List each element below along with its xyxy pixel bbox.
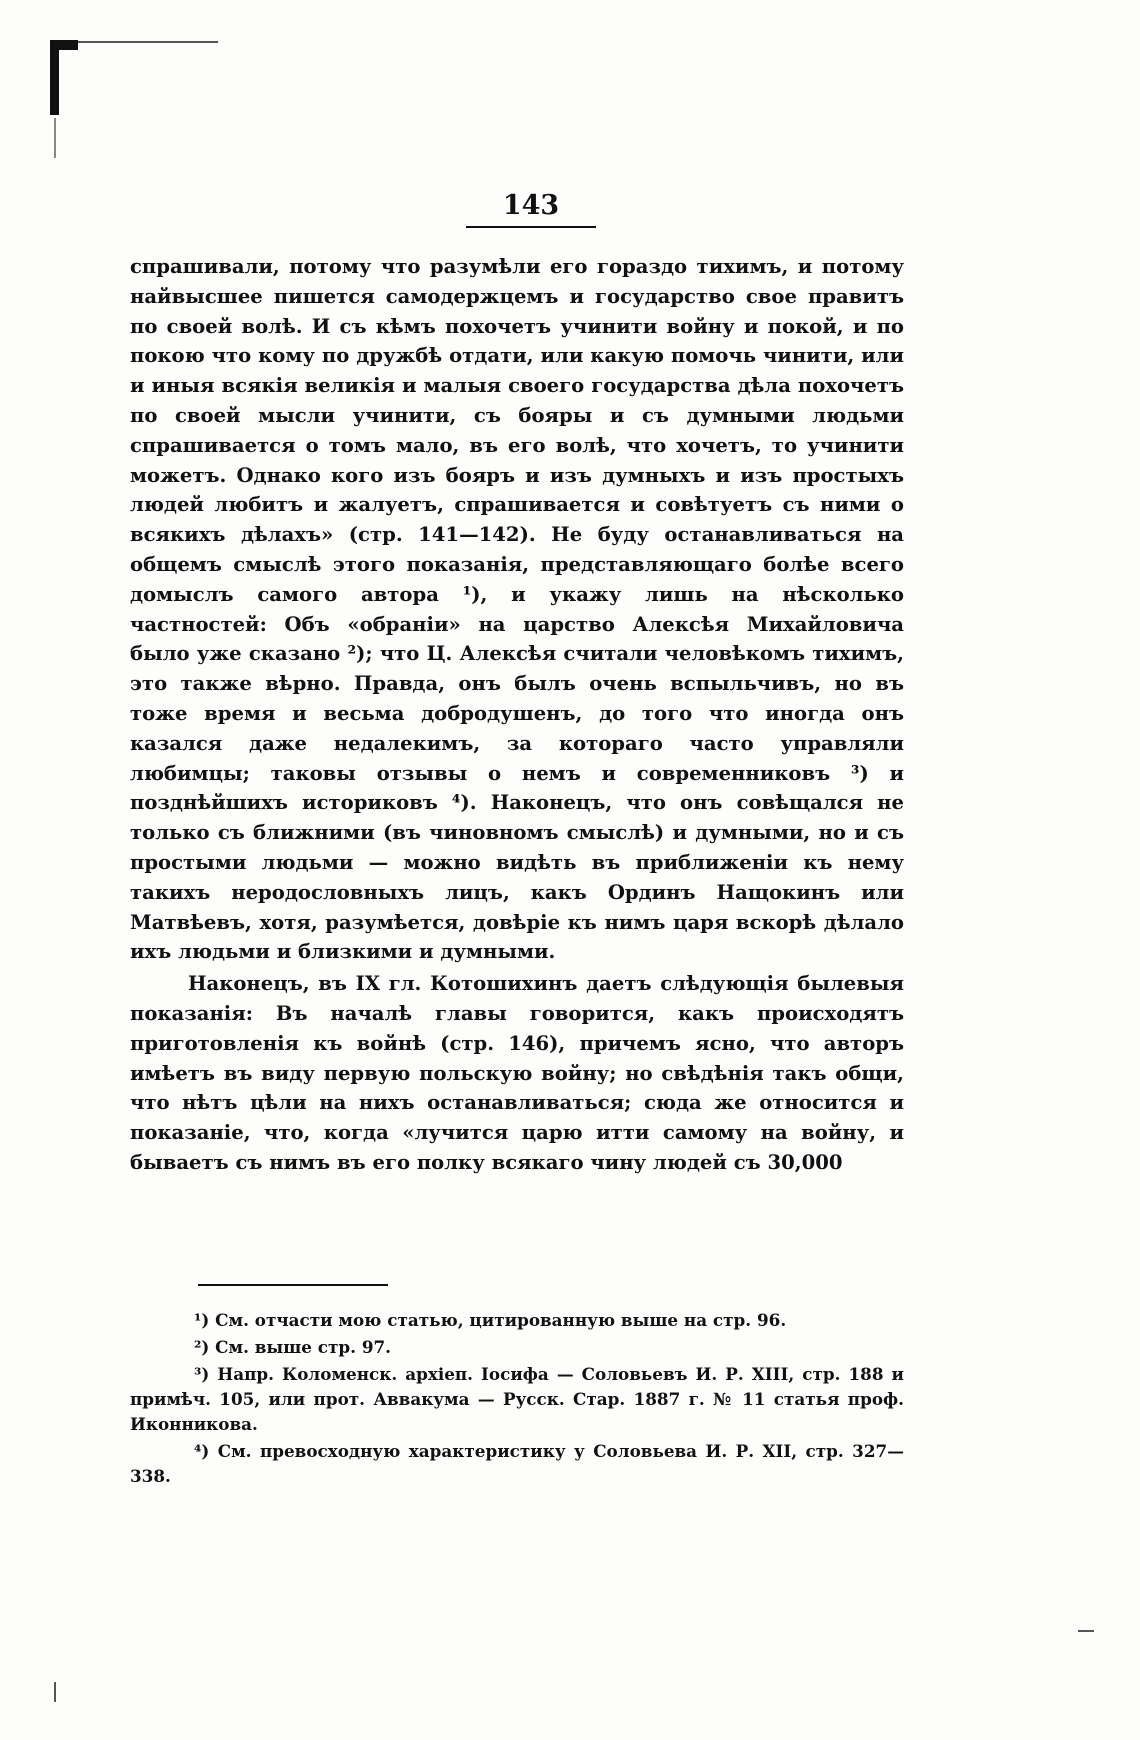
scan-corner-mark [50, 40, 59, 115]
scan-edge-mark [78, 41, 218, 43]
scan-edge-mark [54, 118, 56, 158]
footnote: ³) Напр. Коломенск. архіеп. Іосифа — Соловьевъ И. Р. XIII, стр. 188 и примѣч. 105, или прот. Аввакума — Русск. Стар. 1887 г. № 11 статья проф. Иконникова. [130, 1364, 904, 1434]
paragraph: Наконецъ, въ IX гл. Котошихинъ даетъ слѣдующія былевыя показанія: Въ началѣ главы говорится, какъ происходятъ приготовленія къ войнѣ (стр. 146), причемъ ясно, что авторъ имѣетъ въ виду первую польскую войну; но свѣдѣнія такъ общи, что нѣтъ цѣли на нихъ останавливаться; сюда же относится и показаніе, что, когда «лучится царю итти самому на войну, и бываетъ съ нимъ въ его полку всякаго чину людей съ 30,000 [130, 972, 904, 1174]
footnote: ⁴) См. превосходную характеристику у Соловьева И. Р. XII, стр. 327—338. [130, 1441, 904, 1486]
paragraph: спрашивали, потому что разумѣли его гораздо тихимъ, и потому найвысшее пишется самодержцемъ и государство свое правитъ по своей волѣ. И съ кѣмъ похочетъ учинити войну и покой, и по покою что кому по дружбѣ отдати, или какую помочь чинити, или и иныя всякія великія и малыя своего государства дѣла похочетъ по своей мысли учинити, съ бояры и съ думными людьми спрашивается о томъ мало, въ его волѣ, что хочетъ, то учинити можетъ. Однако кого изъ бояръ и изъ думныхъ и изъ простыхъ людей любитъ и жалуетъ, спрашивается и совѣтуетъ съ ними о всякихъ дѣлахъ» (стр. 141—142). Не буду останавливаться на общемъ смыслѣ этого показанія, представляющаго болѣе всего домыслъ самого автора ¹), и укажу лишь на нѣсколько частностей: Объ «обраніи» на царство Алексѣя Михайловича было уже сказано ²); что Ц. Алексѣя считали человѣкомъ тихимъ, это также вѣрно. Правда, онъ былъ очень вспыльчивъ, но въ тоже время и весьма добродушенъ, до того что иногда онъ казался даже недалекимъ, за котораго часто управляли любимцы; таковы отзывы о немъ и современниковъ ³) и позднѣйшихъ историковъ ⁴). Наконецъ, что онъ совѣщался не только съ ближними (въ чиновномъ смыслѣ) и думными, но и съ простыми людьми — можно видѣть въ приближеніи къ нему такихъ неродословныхъ лицъ, какъ Ординъ Нащокинъ или Матвѣевъ, хотя, разумѣется, довѣріе къ нимъ царя вскорѣ дѣлало ихъ людьми и близкими и думными. [130, 255, 904, 964]
footnote-divider [198, 1284, 388, 1286]
scan-edge-mark [1078, 1630, 1094, 1632]
footnote: ¹) См. отчасти мою статью, цитированную выше на стр. 96. [194, 1310, 787, 1330]
page-number: 143 [502, 190, 560, 221]
scan-edge-mark [54, 1682, 56, 1702]
footnote: ²) См. выше стр. 97. [194, 1337, 392, 1357]
footnotes [130, 1308, 904, 1491]
page-number-rule [466, 226, 596, 228]
body-text [130, 252, 904, 1178]
